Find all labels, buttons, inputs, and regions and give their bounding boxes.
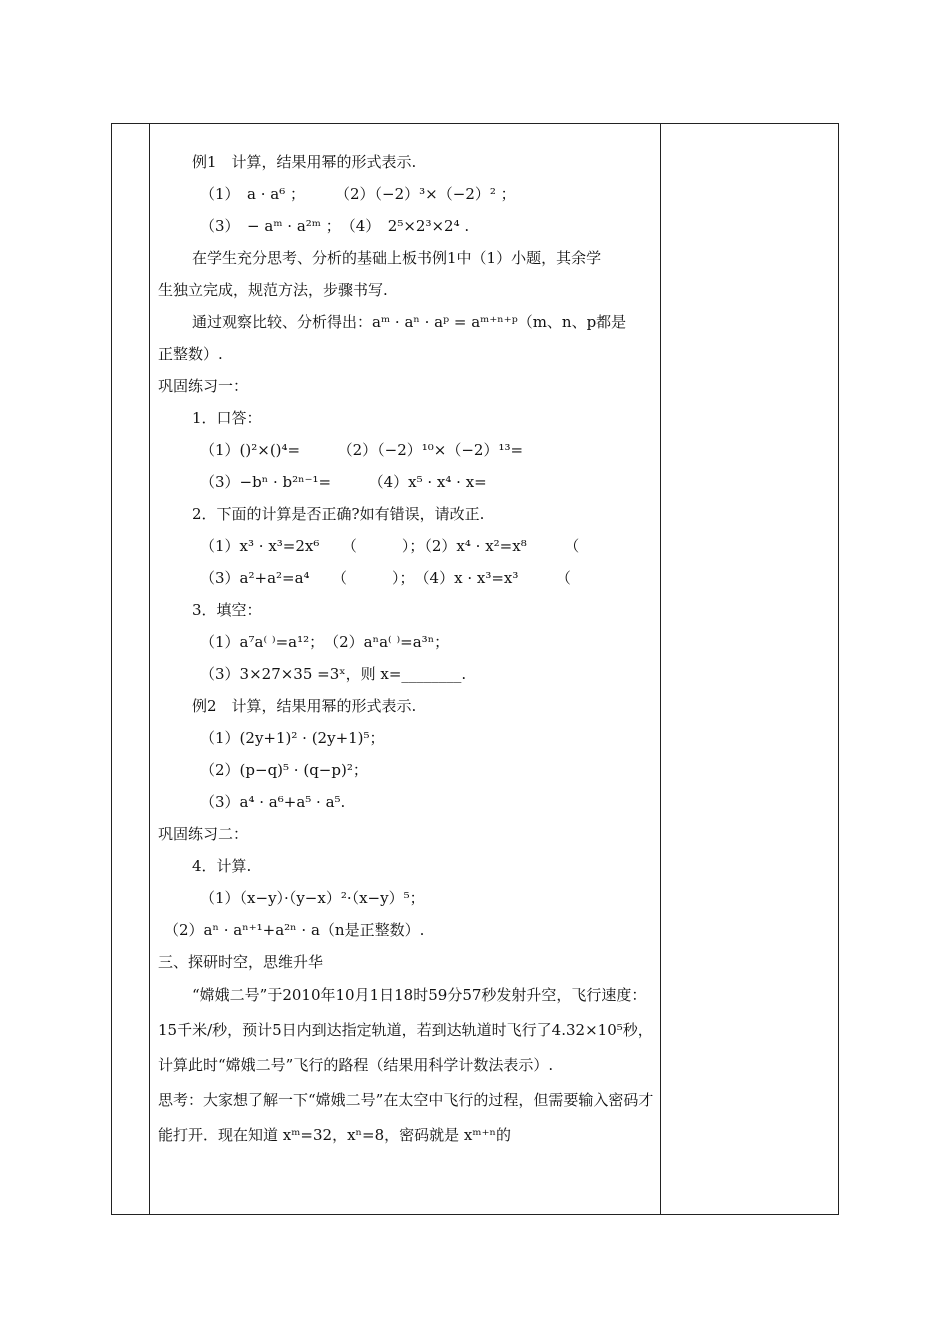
text-line: （1）()²×()⁴= （2）（−2）¹⁰×（−2）¹³= (200, 441, 524, 459)
text-paragraph: 思考：大家想了解一下“嫦娥二号”在太空中飞行的过程，但需要输入密码才能打开．现在知道 xᵐ=32，xⁿ=8，密码就是 xᵐ⁺ⁿ的 (158, 1091, 654, 1144)
text-line: （1） a · a⁶ ； （2）（−2）³×（−2）² ； (200, 185, 516, 203)
text-line: （3）a⁴ · a⁶+a⁵ · a⁵. (200, 793, 346, 811)
column-divider-left (149, 124, 150, 1214)
text-line: 三、探研时空，思维升华 (158, 953, 324, 971)
text-line: （1）x³ · x³=2x⁶ （ ）；（2）x⁴ · x²=x⁸ （ (200, 537, 580, 555)
text-line: 例2 计算，结果用幂的形式表示. (192, 697, 417, 715)
text-line: （3） − aᵐ · a²ᵐ ； （4） 2⁵×2³×2⁴ . (200, 217, 470, 235)
text-line: 例1 计算，结果用幂的形式表示. (192, 153, 417, 171)
text-line: 正整数）. (158, 345, 223, 363)
text-line: 巩固练习二： (158, 825, 249, 843)
text-line: 3．填空： (192, 601, 262, 619)
text-paragraph: “嫦娥二号”于2010年10月1日18时59分57秒发射升空，飞行速度：15千米/秒，预计5日内到达指定轨道，若到达轨道时飞行了4.32×10⁵秒，计算此时“嫦娥二号”飞行的路程（结果用科学计数法表示）. (158, 986, 653, 1074)
text-line: 1．口答： (192, 409, 262, 427)
text-line: （1）a⁷a⁽ ⁾=a¹²； （2）aⁿa⁽ ⁾=a³ⁿ； (200, 633, 450, 651)
lesson-table (111, 123, 839, 1215)
text-line: （2）(p−q)⁵ · (q−p)²； (200, 761, 368, 779)
text-line: （3）−bⁿ · b²ⁿ⁻¹= （4）x⁵ · x⁴ · x= (200, 473, 487, 491)
text-line: 巩固练习一： (158, 377, 249, 395)
text-line: 2．下面的计算是否正确?如有错误，请改正. (192, 505, 485, 523)
column-divider-right (660, 124, 661, 1214)
text-line: 4．计算. (192, 857, 252, 875)
lesson-content (158, 146, 658, 1153)
text-line: （1）(2y+1)² · (2y+1)⁵； (200, 729, 385, 747)
text-line: （2）aⁿ · aⁿ⁺¹+a²ⁿ · a（n是正整数）. (164, 921, 425, 939)
text-line: 生独立完成，规范方法，步骤书写. (158, 281, 388, 299)
text-line: （3）a²+a²=a⁴ （ ）； （4）x · x³=x³ （ (200, 569, 571, 587)
text-line: （1）（x−y）·（y−x）²·（x−y）⁵； (200, 889, 425, 907)
text-line: 通过观察比较、分析得出：aᵐ · aⁿ · aᵖ = aᵐ⁺ⁿ⁺ᵖ（m、n、p都是 (192, 313, 627, 331)
text-line: 在学生充分思考、分析的基础上板书例1中（1）小题，其余学 (192, 249, 602, 267)
text-line: （3）3×27×35 =3ˣ，则 x=________. (200, 665, 467, 683)
